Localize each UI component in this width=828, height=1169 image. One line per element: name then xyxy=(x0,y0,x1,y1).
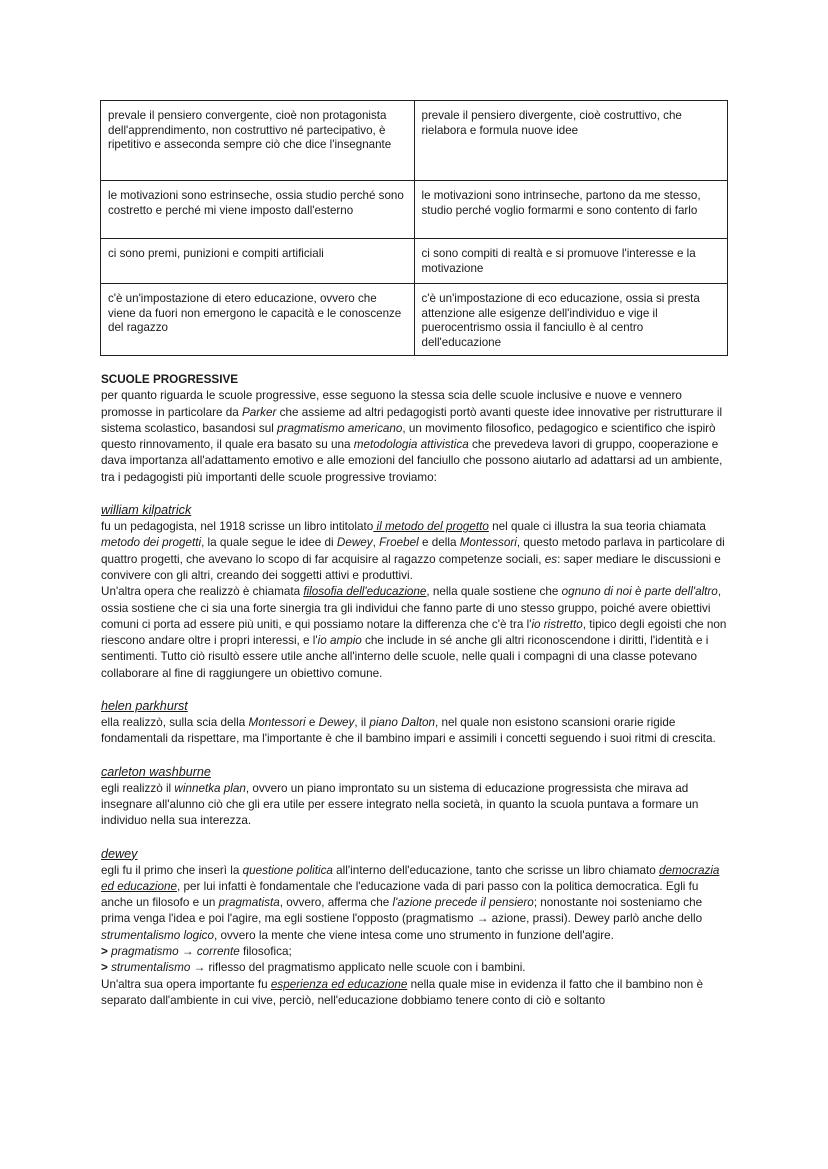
table-cell-traditional: prevale il pensiero convergente, cioè non protagonista dell'apprendimento, non costruttivo né partecipativo, è ripetitivo e asseconda sempre ciò che dice l'insegnante xyxy=(101,101,415,181)
table-row xyxy=(101,181,728,239)
intro-paragraph: per quanto riguarda le scuole progressive, esse seguono la stessa scia delle scuole inclusive e nuove e vennero promosse in particolare da Parker che assieme ad altri pedagogisti portò avanti queste idee innovative per ristrutturare il sistema scolastico, basandosi sul pragmatismo americano, un movimento filosofico, pedagogico e scientifico che ispirò questo rinnovamento, il quale era basato su una metodologia attivistica che prevedeva lavori di gruppo, cooperazione e dava importanza all'adattamento emotivo e alle emozioni del fanciullo che possono aiutarlo ad adattarsi ad un ambiente, tra i pedagogisti più importanti delle scuole progressive troviamo: xyxy=(101,389,723,484)
washburne-paragraph: egli realizzò il winnetka plan, ovvero un piano improntato su un sistema di educazione progressista che mirava ad insegnare all'alunno ciò che gli era utile per essere integrato nella società, in quanto la scuola puntava a formare un individuo nella sua interezza. xyxy=(101,781,699,828)
table-cell-progressive: ci sono compiti di realtà e si promuove l'interesse e la motivazione xyxy=(414,239,728,284)
table-cell-progressive: c'è un'impostazione di eco educazione, ossia si presta attenzione alle esigenze dell'individuo e vige il puerocentrismo ossia il fanciullo è al centro dell'educazione xyxy=(414,284,728,356)
comparison-table xyxy=(100,100,728,356)
dewey-bullet-strumentalismo: > strumentalismo → riflesso del pragmatismo applicato nelle scuole con i bambini. xyxy=(101,961,526,975)
dewey-bullet-pragmatismo: > pragmatismo → corrente filosofica; xyxy=(101,945,292,959)
parkhurst-paragraph: ella realizzò, sulla scia della Montessori e Dewey, il piano Dalton, nel quale non esistono scansioni orarie rigide fondamentali da rispettare, ma l'importante è che il bambino impari e assimili i concetti seguendo i suoi ritmi di crescita. xyxy=(101,716,716,746)
dewey-paragraph: egli fu il primo che inserì la questione politica all'interno dell'educazione, tanto che scrisse un libro chiamato democrazia ed educazione, per lui infatti è fondamentale che l'educazione vada di pari passo con la politica democratica. Egli fu anche un filosofo e un pragmatista, ovvero, afferma che l'azione precede il pensiero; nonostante noi sosteniamo che prima venga l'idea e poi l'agire, ma egli sostiene l'opposto (pragmatismo → azione, prassi). Dewey parlò anche dello strumentalismo logico, ovvero la mente che viene intesa come uno strumento in funzione dell'agire. xyxy=(101,863,720,942)
section-title: SCUOLE PROGRESSIVE xyxy=(101,373,239,386)
table-row xyxy=(101,284,728,356)
table-cell-progressive: prevale il pensiero divergente, cioè costruttivo, che rielabora e formula nuove idee xyxy=(414,101,728,181)
table-row xyxy=(101,239,728,284)
heading-washburne: carleton washburne xyxy=(101,764,211,779)
dewey-paragraph-2: Un'altra sua opera importante fu esperienza ed educazione nella quale mise in evidenza il fatto che il bambino non è separato dall'ambiente in cui vive, perciò, nell'educazione dobbiamo tenere conto di ciò e soltanto xyxy=(101,977,703,1007)
table-cell-traditional: c'è un'impostazione di etero educazione, ovvero che viene da fuori non emergono le capacità e le conoscenze del ragazzo xyxy=(101,284,415,356)
heading-parkhurst: helen parkhurst xyxy=(101,699,188,714)
kilpatrick-paragraph-2: Un'altra opera che realizzò è chiamata filosofia dell'educazione, nella quale sostiene che ognuno di noi è parte dell'altro, ossia sostiene che ci sia una forte sinergia tra gli individui che fanno parte di uno stesso gruppo, poiché avere obiettivi comuni ci porta ad essere più uniti, e qui possiamo notare la differenza che c'è tra l'io ristretto, tipico degli egoisti che non riescono andare oltre i propri interessi, e l'io ampio che include in sé anche gli altri riconoscendone i diritti, l'identità e i sentimenti. Tutto ciò risultò essere utile anche all'interno delle scuole, nelle quali i compagni di una classe potevano collaborare al fine di raggiungere un obiettivo comune. xyxy=(101,585,727,680)
table-cell-progressive: le motivazioni sono intrinseche, partono da me stesso, studio perché voglio formarmi e sono contento di farlo xyxy=(414,181,728,239)
document-body xyxy=(101,372,731,1009)
table-cell-traditional: le motivazioni sono estrinseche, ossia studio perché sono costretto e perché mi viene imposto dall'esterno xyxy=(101,181,415,239)
heading-kilpatrick: william kilpatrick xyxy=(101,503,192,518)
kilpatrick-paragraph-1: fu un pedagogista, nel 1918 scrisse un libro intitolato il metodo del progetto nel quale ci illustra la sua teoria chiamata metodo dei progetti, la quale segue le idee di Dewey, Froebel e della Montessori, questo metodo parlava in particolare di quattro progetti, che avevano lo scopo di far acquisire al ragazzo competenze sociali, es: saper mediare le discussioni e convivere con gli altri, creando dei soggetti attivi e produttivi. xyxy=(101,520,725,582)
table-row xyxy=(101,101,728,181)
table-cell-traditional: ci sono premi, punizioni e compiti artificiali xyxy=(101,239,415,284)
heading-dewey: dewey xyxy=(101,846,138,861)
